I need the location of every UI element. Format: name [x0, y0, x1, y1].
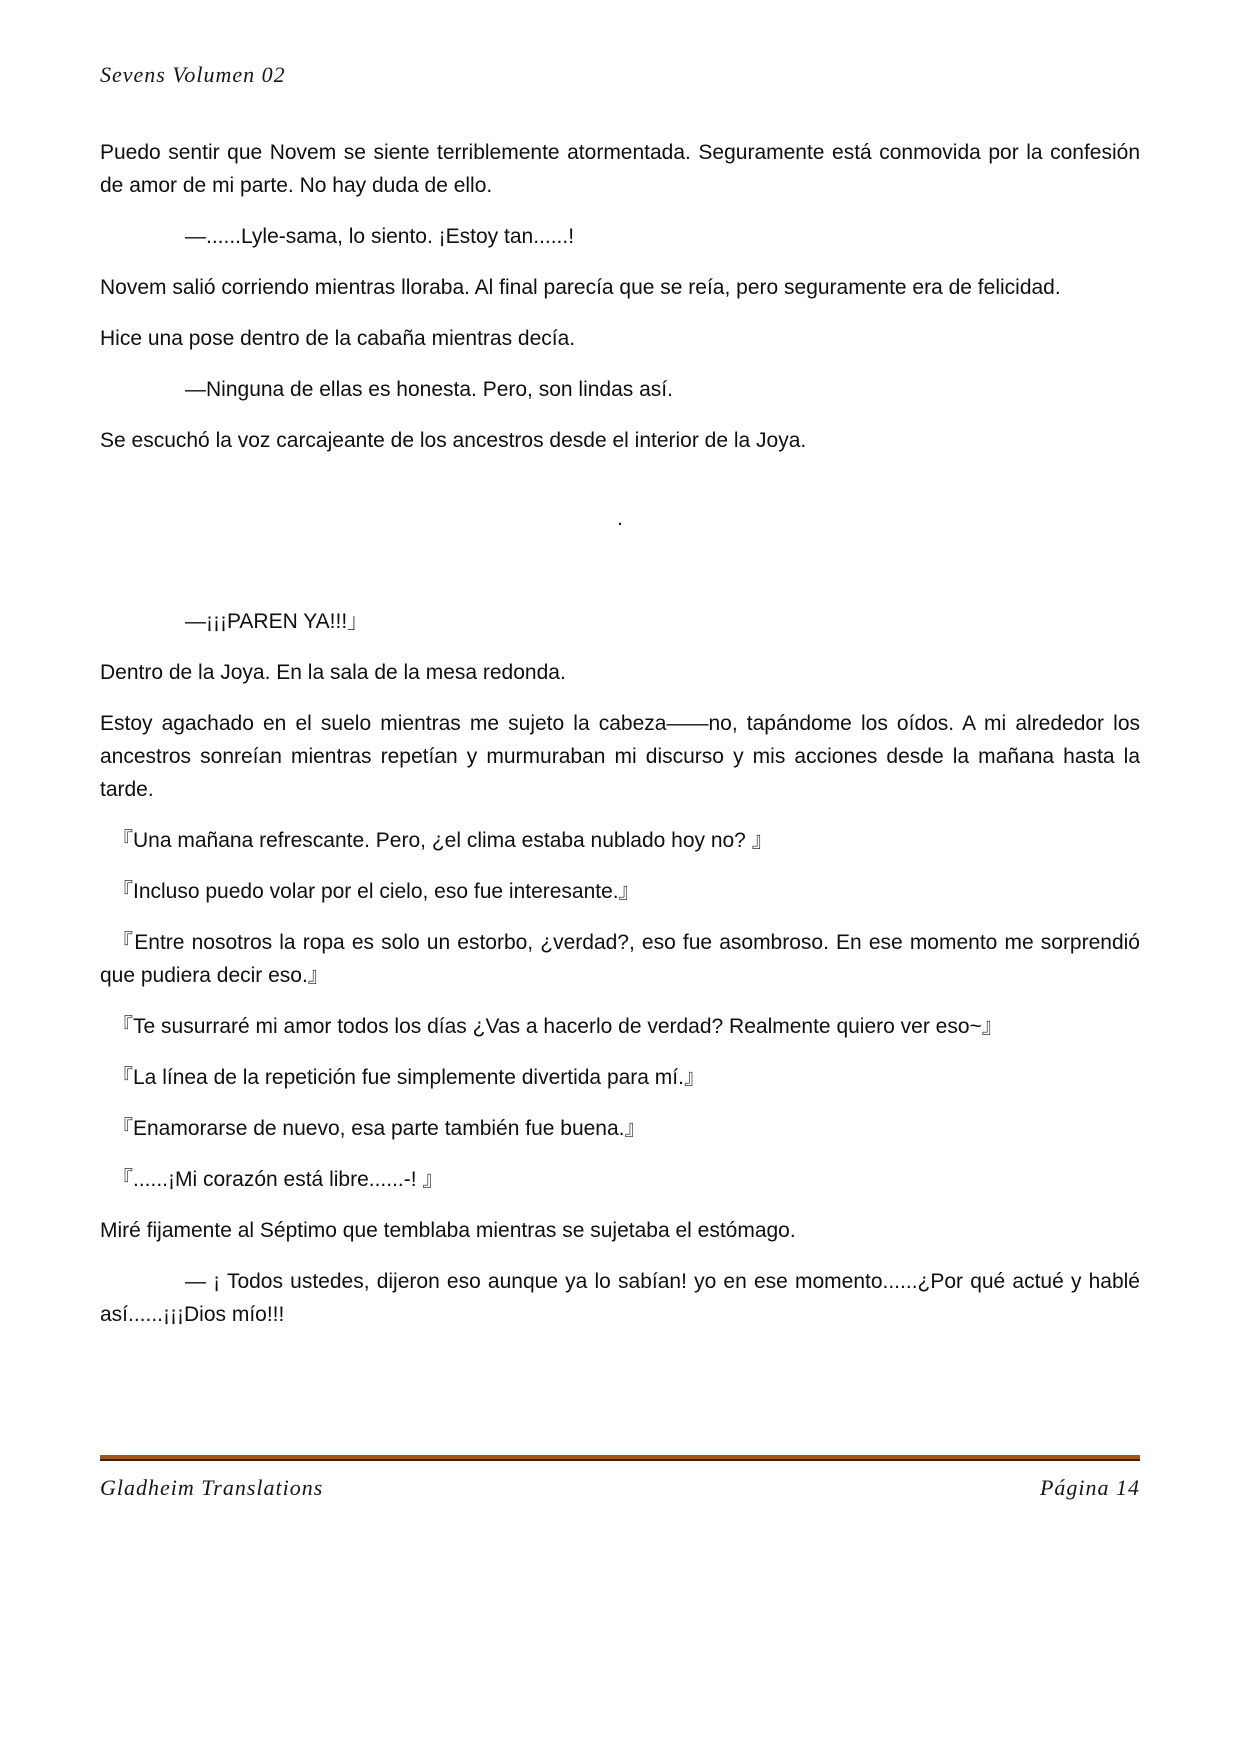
paragraph: Se escuchó la voz carcajeante de los ancestros desde el interior de la Joya.: [100, 429, 807, 452]
paragraph: —......Lyle-sama, lo siento. ¡Estoy tan......!: [185, 225, 575, 248]
paragraph: — ¡ Todos ustedes, dijeron eso aunque ya lo sabían! yo en ese momento......¿Por qué actué y hablé así......¡¡¡Dios mío!!!: [100, 1270, 1140, 1326]
paragraph: 『Una mañana refrescante. Pero, ¿el clima estaba nublado hoy no? 』: [112, 829, 773, 852]
paragraph: Novem salió corriendo mientras lloraba. Al final parecía que se reía, pero seguramente era de felicidad.: [100, 276, 1061, 299]
paragraph: Dentro de la Joya. En la sala de la mesa redonda.: [100, 661, 566, 684]
footer-divider: [100, 1455, 1140, 1461]
paragraph: 『La línea de la repetición fue simplemente divertida para mí.』: [112, 1066, 705, 1089]
paragraph: Miré fijamente al Séptimo que temblaba mientras se sujetaba el estómago.: [100, 1219, 796, 1242]
paragraph: Puedo sentir que Novem se siente terriblemente atormentada. Seguramente está conmovida por la confesión de amor de mi parte. No hay duda de ello.: [100, 141, 1140, 197]
paragraph: 『Entre nosotros la ropa es solo un estorbo, ¿verdad?, eso fue asombroso. En ese momento me sorprendió que pudiera decir eso.』: [100, 931, 1140, 987]
page-header-title: Sevens Volumen 02: [100, 62, 286, 87]
footer-page-number: Página 14: [1039, 1475, 1140, 1500]
paragraph: Estoy agachado en el suelo mientras me sujeto la cabeza——no, tapándome los oídos. A mi alrededor los ancestros sonreían mientras repetían y murmuraban mi discurso y mis acciones desde la mañana hasta la tarde.: [100, 712, 1140, 801]
footer-translator-credit: Gladheim Translations: [100, 1475, 324, 1500]
paragraph: —Ninguna de ellas es honesta. Pero, son lindas así.: [185, 378, 673, 401]
paragraph: 『Incluso puedo volar por el cielo, eso fue interesante.』: [112, 880, 640, 903]
paragraph: Hice una pose dentro de la cabaña mientras decía.: [100, 327, 576, 350]
paragraph: 『Te susurraré mi amor todos los días ¿Vas a hacerlo de verdad? Realmente quiero ver eso~』: [112, 1015, 1003, 1038]
paragraph: .: [617, 507, 623, 530]
document-body: [100, 136, 1140, 1349]
page-footer: [100, 1475, 1140, 1501]
paragraph: 『Enamorarse de nuevo, esa parte también fue buena.』: [112, 1117, 646, 1140]
paragraph: 『......¡Mi corazón está libre......-! 』: [112, 1168, 444, 1191]
paragraph: —¡¡¡PAREN YA!!!」: [185, 610, 369, 633]
